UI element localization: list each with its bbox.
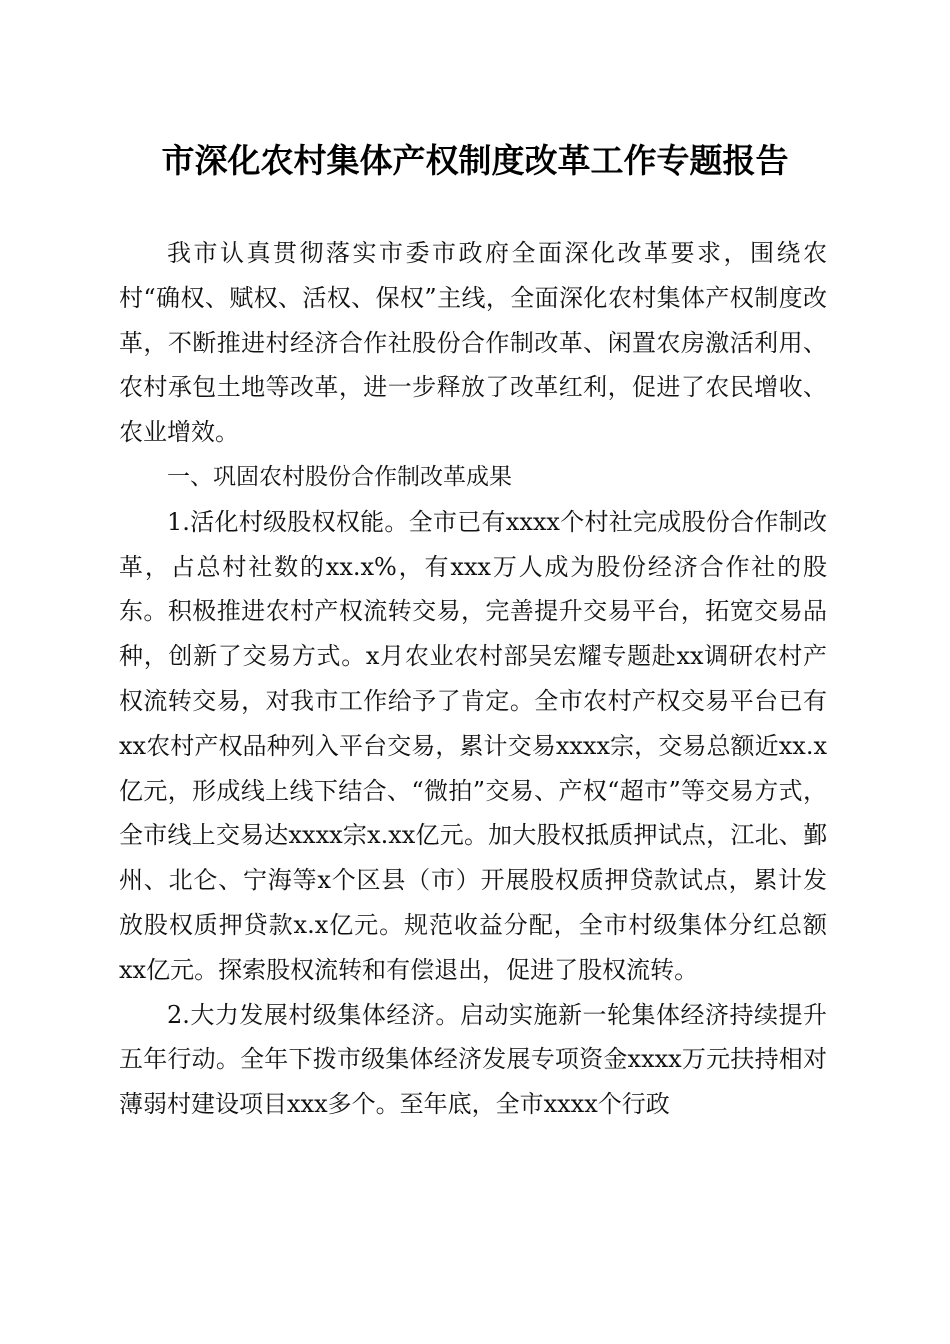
body-paragraph: 1.活化村级股权权能。全市已有xxxx个村社完成股份合作制改革，占总村社数的xx.x%，有xxx万人成为股份经济合作社的股东。积极推进农村产权流转交易，完善提升交易平台，拓宽交易品种，创新了交易方式。x月农业农村部吴宏耀专题赴xx调研农村产权流转交易，对我市工作给予了肯定。全市农村产权交易平台已有xx农村产权品种列入平台交易，累计交易xxxx宗，交易总额近xx.x亿元，形成线上线下结合、“微拍”交易、产权“超市”等交易方式，全市线上交易达xxxx宗x.xx亿元。加大股权抵质押试点，江北、鄞州、北仑、宁海等x个区县（市）开展股权质押贷款试点，累计发放股权质押贷款x.x亿元。规范收益分配，全市村级集体分红总额xx亿元。探索股权流转和有偿退出，促进了股权流转。 [119, 507, 827, 984]
section-heading: 一、巩固农村股份合作制改革成果 [167, 463, 512, 490]
document-title: 市深化农村集体产权制度改革工作专题报告 [161, 141, 789, 180]
intro-paragraph: 我市认真贯彻落实市委市政府全面深化改革要求，围绕农村“确权、赋权、活权、保权”主线，全面深化农村集体产权制度改革，不断推进村经济合作社股份合作制改革、闲置农房激活利用、农村承包土地等改革，进一步释放了改革红利，促进了农民增收、农业增效。 [119, 239, 827, 447]
document-body [119, 231, 827, 1127]
body-paragraph: 2.大力发展村级集体经济。启动实施新一轮集体经济持续提升五年行动。全年下拨市级集体经济发展专项资金xxxx万元扶持相对薄弱村建设项目xxx多个。至年底，全市xxxx个行政 [119, 1000, 827, 1119]
